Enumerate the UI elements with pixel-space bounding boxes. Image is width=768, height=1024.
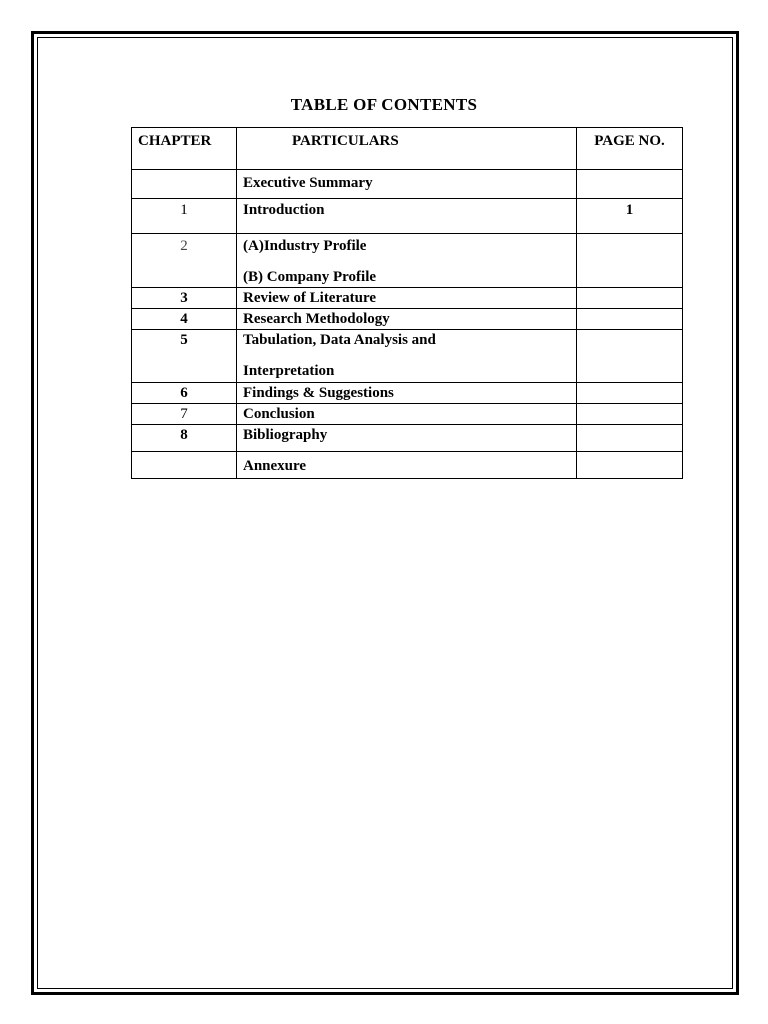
page-cell: [577, 452, 683, 479]
particulars-cell: Introduction: [237, 199, 577, 234]
chapter-cell: 6: [132, 383, 237, 404]
chapter-cell: 4: [132, 309, 237, 330]
page-no-header: PAGE NO.: [577, 128, 683, 170]
table-row: [132, 404, 683, 425]
page-cell: [577, 288, 683, 309]
chapter-cell: [132, 170, 237, 199]
page-cell: [577, 234, 683, 288]
page-cell: [577, 383, 683, 404]
page-title: TABLE OF CONTENTS: [290, 95, 478, 114]
particulars-cell: Annexure: [237, 452, 577, 479]
page-cell: [577, 330, 683, 383]
table-row: [132, 170, 683, 199]
particulars-cell: Findings & Suggestions: [237, 383, 577, 404]
page-cell: 1: [577, 199, 683, 234]
page-cell: [577, 425, 683, 452]
particulars-header: PARTICULARS: [237, 128, 577, 170]
table-row: [132, 199, 683, 234]
chapter-cell: [132, 452, 237, 479]
particulars-line: (A)Industry Profile: [243, 238, 367, 254]
chapter-cell: 7: [132, 404, 237, 425]
table-row: [132, 383, 683, 404]
page-cell: [577, 309, 683, 330]
particulars-cell: Review of Literature: [237, 288, 577, 309]
table-row: [132, 309, 683, 330]
particulars-cell: Executive Summary: [237, 170, 577, 199]
table-row: [132, 330, 683, 383]
chapter-cell: 3: [132, 288, 237, 309]
table-row: [132, 452, 683, 479]
particulars-line: Interpretation: [243, 363, 335, 379]
chapter-cell: 2: [132, 234, 237, 288]
page-cell: [577, 404, 683, 425]
page-cell: [577, 170, 683, 199]
table-row: [132, 425, 683, 452]
particulars-line: Tabulation, Data Analysis and: [243, 332, 436, 348]
chapter-cell: 5: [132, 330, 237, 383]
contents-table: [131, 127, 683, 479]
particulars-cell: Conclusion: [237, 404, 577, 425]
table-row: [132, 234, 683, 288]
chapter-cell: 8: [132, 425, 237, 452]
particulars-line: (B) Company Profile: [243, 269, 377, 285]
table-header-row: [132, 128, 683, 170]
particulars-cell: Research Methodology: [237, 309, 577, 330]
chapter-header: CHAPTER: [132, 128, 237, 170]
particulars-cell: Bibliography: [237, 425, 577, 452]
particulars-cell: [237, 330, 577, 383]
chapter-cell: 1: [132, 199, 237, 234]
table-row: [132, 288, 683, 309]
particulars-cell: [237, 234, 577, 288]
